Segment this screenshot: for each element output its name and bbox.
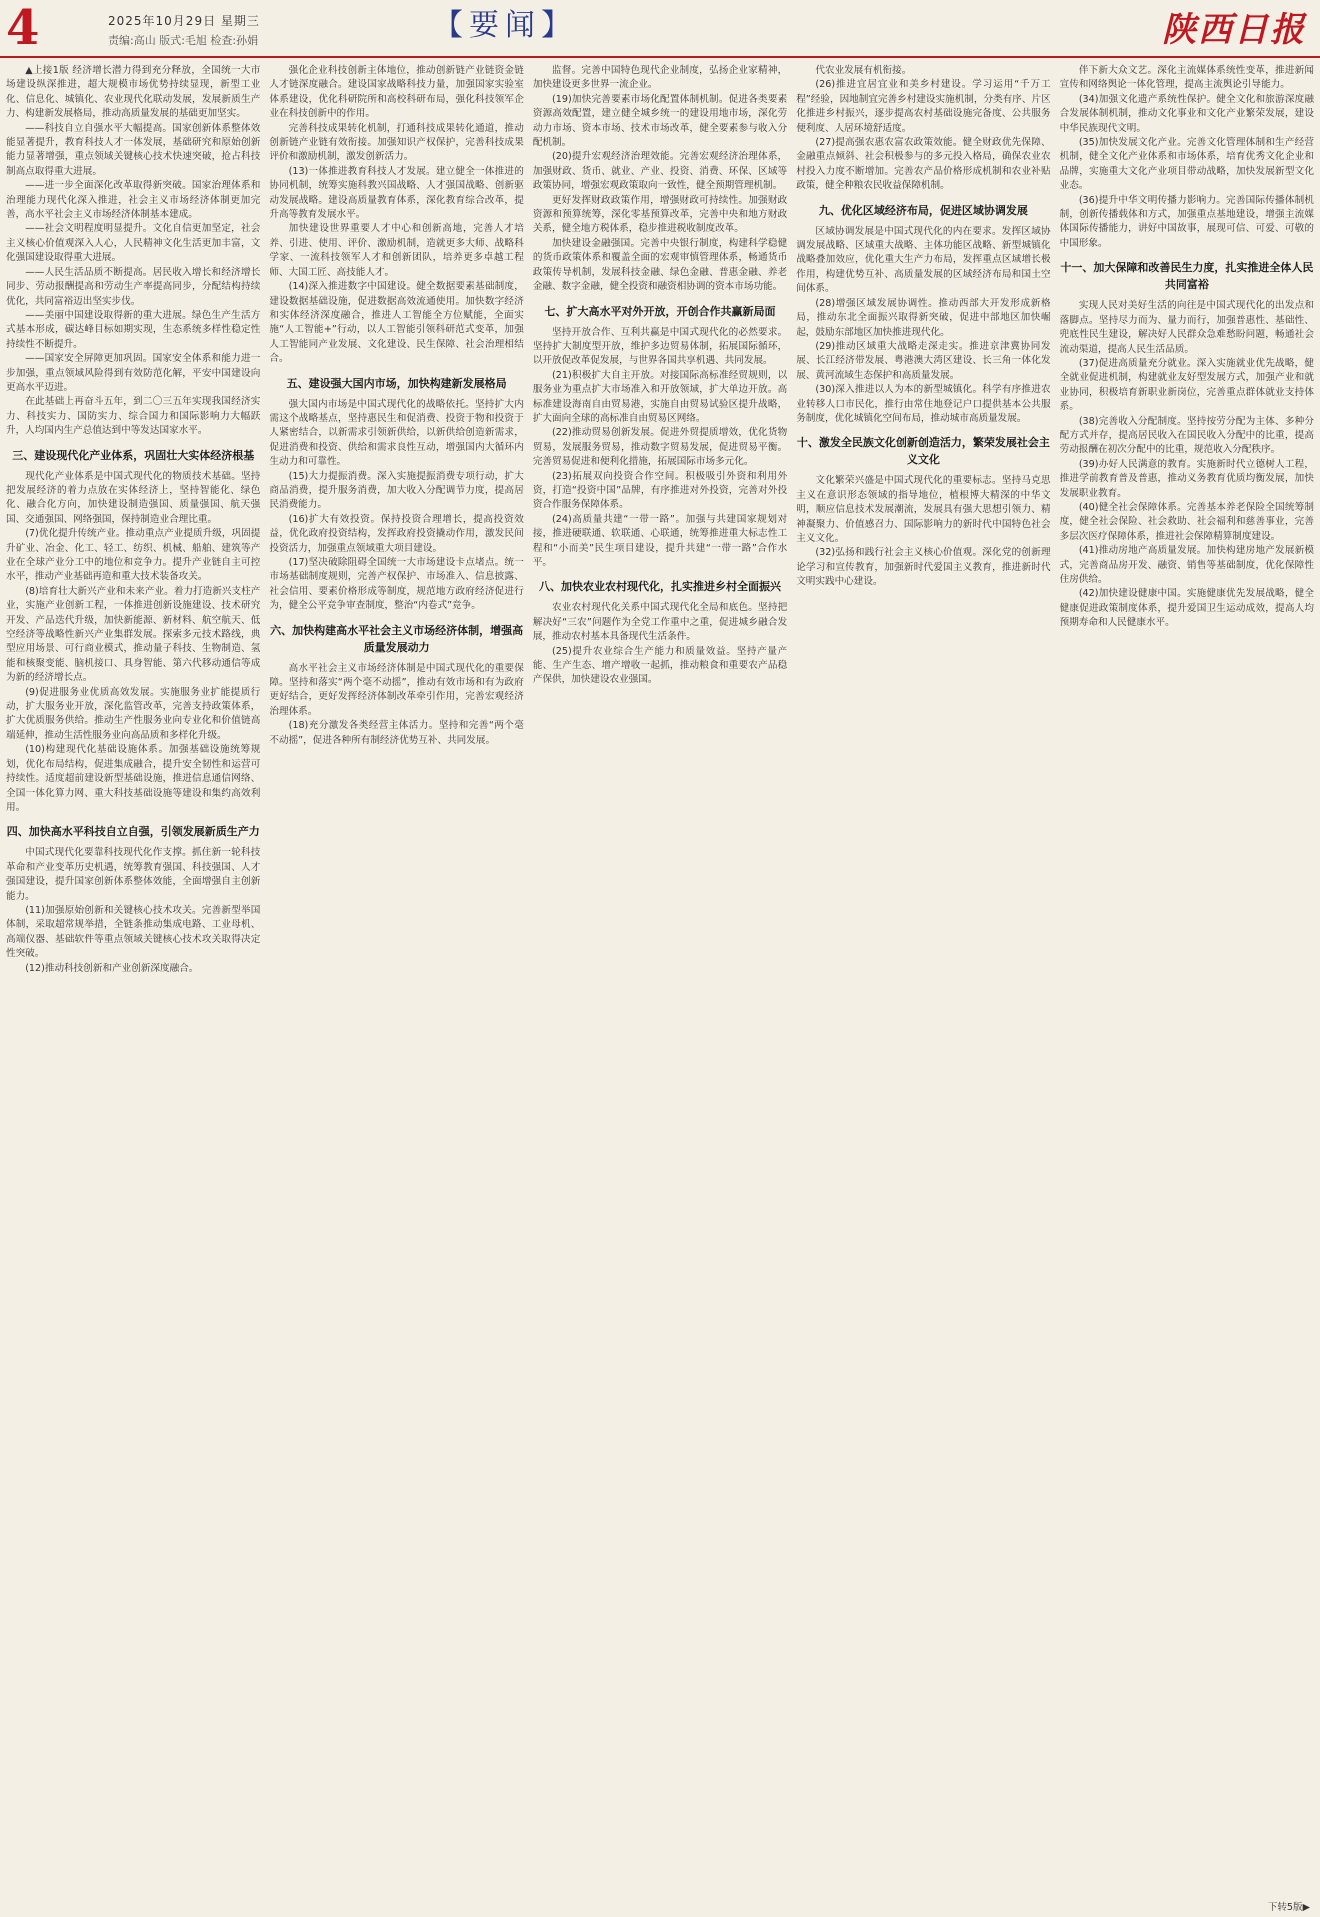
body-paragraph: 现代化产业体系是中国式现代化的物质技术基础。坚持把发展经济的着力点放在实体经济上，坚持智能化、绿色化、融合化方向，加快建设制造强国、质量强国、航天强国、交通强国、网络强国，保持制造业合理比重。 bbox=[6, 470, 261, 525]
body-paragraph: (24)高质量共建“一带一路”。加强与共建国家规划对接，推进硬联通、软联通、心联通，统筹推进重大标志性工程和“小而美”民生项目建设，提升共建“一带一路”合作水平。 bbox=[532, 513, 788, 568]
body-paragraph: ▲上接1版 经济增长潜力得到充分释放，全国统一大市场建设纵深推进，超大规模市场优势持续显现，新型工业化、信息化、城镇化、农业现代化联动发展，发展新质生产力、构建新发展格局，推动高质量发展的基础更加坚实。 bbox=[6, 65, 261, 120]
body-paragraph: ——科技自立自强水平大幅提高。国家创新体系整体效能显著提升，教育科技人才一体发展，基础研究和原始创新能力显著增强，重点领域关键核心技术快速突破，抢占科技制高点取得重大进展。 bbox=[6, 122, 261, 177]
body-paragraph: 伴下新大众文艺。深化主流媒体系统性变革，推进新闻宣传和网络舆论一体化管理，提高主流舆论引导能力。 bbox=[1059, 65, 1315, 91]
body-paragraph: (20)提升宏观经济治理效能。完善宏观经济治理体系，加强财政、货币、就业、产业、投资、消费、环保、区域等政策协同，增强宏观政策取向一致性，健全预期管理机制。 bbox=[532, 151, 788, 192]
column-4 bbox=[796, 64, 1050, 1912]
body-paragraph: 监督。完善中国特色现代企业制度，弘扬企业家精神，加快建设更多世界一流企业。 bbox=[532, 65, 788, 91]
body-paragraph: (35)加快发展文化产业。完善文化管理体制和生产经营机制，健全文化产业体系和市场体系，培育优秀文化企业和品牌，实施重大文化产业项目带动战略，加快发展新型文化业态。 bbox=[1059, 137, 1315, 192]
column-1 bbox=[6, 64, 260, 1912]
body-paragraph: 高水平社会主义市场经济体制是中国式现代化的重要保障。坚持和落实“两个毫不动摇”，推动有效市场和有为政府更好结合，更好发挥经济体制改革牵引作用，完善宏观经济治理体系。 bbox=[269, 662, 524, 717]
body-paragraph: 更好发挥财政政策作用，增强财政可持续性。加强财政资源和预算统筹，深化零基预算改革，完善中央和地方财政关系，健全地方税体系，稳步推进税收制度改革。 bbox=[532, 194, 788, 235]
body-paragraph: (21)积极扩大自主开放。对接国际高标准经贸规则，以服务业为重点扩大市场准入和开放领域，扩大单边开放。高标准建设海南自由贸易港，实施自由贸易试验区提升战略，扩大面向全球的高标准自由贸易区网络。 bbox=[532, 369, 788, 424]
body-paragraph: (37)促进高质量充分就业。深入实施就业优先战略，健全就业促进机制，构建就业友好型发展方式，加强产业和就业协同，积极培育新职业新岗位，完善重点群体就业支持体系。 bbox=[1059, 357, 1315, 413]
issue-date: 2025年10月29日 星期三 bbox=[108, 14, 260, 28]
continued-note: 下转5版▶ bbox=[1267, 1902, 1310, 1913]
body-paragraph: 加快建设金融强国。完善中央银行制度，构建科学稳健的货币政策体系和覆盖全面的宏观审慎管理体系，畅通货币政策传导机制，发展科技金融、绿色金融、普惠金融、养老金融、数字金融，健全投资和融资相协调的资本市场功能。 bbox=[532, 237, 788, 293]
body-paragraph: (15)大力提振消费。深入实施提振消费专项行动，扩大商品消费，提升服务消费，加大收入分配调节力度，提高居民消费能力。 bbox=[269, 470, 524, 511]
body-paragraph: 实现人民对美好生活的向往是中国式现代化的出发点和落脚点。坚持尽力而为、量力而行，加强普惠性、基础性、兜底性民生建设，解决好人民群众急难愁盼问题，畅通社会流动渠道，提高人民生活品质。 bbox=[1059, 300, 1315, 355]
body-paragraph: (40)健全社会保障体系。完善基本养老保险全国统筹制度，健全社会保险、社会救助、社会福利和慈善事业，完善多层次医疗保障体系，推进社会保障精算制度建设。 bbox=[1059, 501, 1315, 542]
body-paragraph: 坚持开放合作、互利共赢是中国式现代化的必然要求。坚持扩大制度型开放，维护多边贸易体制，拓展国际循环，以开放促改革促发展，与世界各国共享机遇、共同发展。 bbox=[532, 326, 788, 367]
body-paragraph: (27)提高强农惠农富农政策效能。健全财政优先保障、金融重点倾斜、社会积极参与的多元投入格局，确保农业农村投入力度不断增加。完善农产品价格形成机制和农业补贴政策，健全种粮农民收益保障机制。 bbox=[796, 137, 1051, 192]
body-paragraph: (18)充分激发各类经营主体活力。坚持和完善“两个毫不动摇”，促进各种所有制经济优势互补、共同发展。 bbox=[269, 720, 524, 746]
section-title: 【要闻】 bbox=[433, 8, 577, 43]
body-paragraph: (32)弘扬和践行社会主义核心价值观。深化党的创新理论学习和宣传教育，加强新时代爱国主义教育，推进新时代文明实践中心建设。 bbox=[796, 547, 1051, 588]
body-paragraph: (16)扩大有效投资。保持投资合理增长，提高投资效益，优化政府投资结构，发挥政府投资撬动作用，激发民间投资活力，加强重点领域重大项目建设。 bbox=[269, 513, 524, 554]
body-paragraph: ——人民生活品质不断提高。居民收入增长和经济增长同步、劳动报酬提高和劳动生产率提高同步，分配结构持续优化，共同富裕迈出坚实步伐。 bbox=[6, 266, 261, 307]
body-paragraph: 文化繁荣兴盛是中国式现代化的重要标志。坚持马克思主义在意识形态领域的指导地位，植根博大精深的中华文明，顺应信息技术发展潮流，发展具有强大思想引领力、精神凝聚力、价值感召力、国际影响力的新时代中国特色社会主义文化。 bbox=[796, 475, 1051, 544]
body-paragraph: 农业农村现代化关系中国式现代化全局和底色。坚持把解决好“三农”问题作为全党工作重中之重，促进城乡融合发展，推动农村基本具备现代生活条件。 bbox=[532, 602, 788, 643]
body-paragraph: 中国式现代化要靠科技现代化作支撑。抓住新一轮科技革命和产业变革历史机遇，统筹教育强国、科技强国、人才强国建设，提升国家创新体系整体效能，全面增强自主创新能力。 bbox=[6, 847, 261, 902]
section-heading: 七、扩大高水平对外开放，开创合作共赢新局面 bbox=[544, 304, 776, 318]
body-paragraph: 强化企业科技创新主体地位，推动创新链产业链资金链人才链深度融合。建设国家战略科技力量，加强国家实验室体系建设，优化科研院所和高校科研布局，强化科技领军企业在科技创新中的作用。 bbox=[269, 65, 524, 120]
body-paragraph: (11)加强原始创新和关键核心技术攻关。完善新型举国体制，采取超常规举措，全链条推动集成电路、工业母机、高端仪器、基础软件等重点领域关键核心技术攻关取得决定性突破。 bbox=[6, 904, 261, 960]
body-paragraph: (29)推动区域重大战略走深走实。推进京津冀协同发展、长江经济带发展、粤港澳大湾区建设、长三角一体化发展、黄河流域生态保护和高质量发展。 bbox=[796, 340, 1051, 381]
body-paragraph: 强大国内市场是中国式现代化的战略依托。坚持扩大内需这个战略基点，坚持惠民生和促消费、投资于物和投资于人紧密结合，以新需求引领新供给，以新供给创造新需求，促进消费和投资、供给和需求良性互动，增强国内大循环内生动力和可靠性。 bbox=[269, 398, 524, 468]
body-paragraph: (34)加强文化遗产系统性保护。健全文化和旅游深度融合发展体制机制，推动文化事业和文化产业繁荣发展，建设中华民族现代文明。 bbox=[1059, 93, 1315, 134]
column-3 bbox=[533, 64, 787, 1912]
body-paragraph: 完善科技成果转化机制，打通科技成果转化通道，推动创新链产业链有效衔接。加强知识产权保护，完善科技成果评价和激励机制，激发创新活力。 bbox=[269, 122, 524, 163]
body-paragraph: 代农业发展有机衔接。 bbox=[815, 65, 912, 76]
body-paragraph: 区域协调发展是中国式现代化的内在要求。发挥区域协调发展战略、区域重大战略、主体功能区战略、新型城镇化战略叠加效应，优化重大生产力布局，发挥重点区域增长极作用，构建优势互补、高质量发展的区域经济布局和国土空间体系。 bbox=[796, 225, 1051, 295]
body-paragraph: (9)促进服务业优质高效发展。实施服务业扩能提质行动，扩大服务业开放，深化监管改革，完善支持政策体系，扩大优质服务供给。推动生产性服务业向专业化和价值链高端延伸，推动生活性服务业向高品质和多样化升级。 bbox=[6, 686, 261, 741]
column-2 bbox=[269, 64, 523, 1912]
editor-credits: 责编:高山 版式:毛旭 检查:孙娟 bbox=[108, 34, 259, 47]
body-paragraph: (38)完善收入分配制度。坚持按劳分配为主体、多种分配方式并存，提高居民收入在国民收入分配中的比重，提高劳动报酬在初次分配中的比重，规范收入分配秩序。 bbox=[1059, 415, 1315, 456]
body-paragraph: (26)推进宜居宜业和美乡村建设。学习运用“千万工程”经验，因地制宜完善乡村建设实施机制，分类有序、片区化推进乡村振兴，逐步提高农村基础设施完备度、公共服务便利度、人居环境舒适度。 bbox=[796, 79, 1051, 134]
body-paragraph: (22)推动贸易创新发展。促进外贸提质增效，优化货物贸易，发展服务贸易，推动数字贸易发展，促进贸易平衡。完善贸易促进和便利化措施，拓展国际市场多元化。 bbox=[532, 427, 788, 468]
body-paragraph: ——社会文明程度明显提升。文化自信更加坚定，社会主义核心价值观深入人心，人民精神文化生活更加丰富，文化强国建设取得重大进展。 bbox=[6, 223, 261, 264]
body-paragraph: (8)培育壮大新兴产业和未来产业。着力打造新兴支柱产业，实施产业创新工程，一体推进创新设施建设、技术研究开发、产品迭代升级，加快新能源、新材料、航空航天、低空经济等战略性新兴产业集群发展。探索多元技术路线，典型应用场景、可行商业模式，推动量子科技、生物制造、氢能和核聚变能、脑机接口、具身智能、第六代移动通信等成为新的经济增长点。 bbox=[6, 585, 261, 684]
section-heading: 三、建设现代化产业体系，巩固壮大实体经济根基 bbox=[12, 448, 255, 462]
body-paragraph: (23)拓展双向投资合作空间。积极吸引外资和利用外资，打造“投资中国”品牌，有序推进对外投资，完善对外投资合作服务保障体系。 bbox=[532, 470, 788, 511]
body-paragraph: (17)坚决破除阻碍全国统一大市场建设卡点堵点。统一市场基础制度规则，完善产权保护、市场准入、信息披露、社会信用、要素价格形成等制度，规范地方政府经济促进行为，健全公平竞争审查制度，整治“内卷式”竞争。 bbox=[269, 557, 524, 612]
body-paragraph: (19)加快完善要素市场化配置体制机制。促进各类要素资源高效配置，建立健全城乡统一的建设用地市场，深化劳动力市场、资本市场、技术市场改革，健全要素参与收入分配机制。 bbox=[532, 93, 788, 149]
body-paragraph: ——进一步全面深化改革取得新突破。国家治理体系和治理能力现代化深入推进，社会主义市场经济体制更加完善，高水平社会主义市场经济体制基本建成。 bbox=[6, 180, 261, 221]
section-heading: 九、优化区域经济布局，促进区域协调发展 bbox=[818, 203, 1028, 217]
body-paragraph: ——美丽中国建设取得新的重大进展。绿色生产生活方式基本形成，碳达峰目标如期实现，生态系统多样性稳定性持续性不断提升。 bbox=[6, 309, 261, 350]
body-paragraph: (30)深入推进以人为本的新型城镇化。科学有序推进农业转移人口市民化，推行由常住地登记户口提供基本公共服务制度，优化城镇化空间布局，推动城市高质量发展。 bbox=[796, 384, 1051, 424]
masthead-rule bbox=[0, 56, 1320, 58]
body-paragraph: (25)提升农业综合生产能力和质量效益。坚持产量产能、生产生态、增产增收一起抓，推动粮食和重要农产品稳产保供，加快建设农业强国。 bbox=[532, 645, 788, 686]
body-paragraph: (12)推动科技创新和产业创新深度融合。 bbox=[25, 962, 199, 974]
masthead bbox=[0, 0, 1320, 62]
body-paragraph: (36)提升中华文明传播力影响力。完善国际传播体制机制，创新传播载体和方式，加强重点基地建设，增强主流媒体国际传播能力，讲好中国故事，展现可信、可爱、可敬的中国形象。 bbox=[1059, 194, 1315, 249]
article-columns bbox=[6, 64, 1314, 1912]
body-paragraph: ——国家安全屏障更加巩固。国家安全体系和能力进一步加强，重点领域风险得到有效防范化解，平安中国建设向更高水平迈进。 bbox=[6, 353, 261, 393]
body-paragraph: (13)一体推进教育科技人才发展。建立健全一体推进的协同机制，统筹实施科教兴国战略、人才强国战略、创新驱动发展战略。建设高质量教育体系，深化教育综合改革，提升高等教育发展水平。 bbox=[269, 165, 524, 221]
section-heading: 十、激发全民族文化创新创造活力，繁荣发展社会主义文化 bbox=[796, 436, 1050, 467]
section-heading: 五、建设强大国内市场，加快构建新发展格局 bbox=[286, 376, 507, 390]
body-paragraph: (7)优化提升传统产业。推动重点产业提质升级，巩固提升矿业、冶金、化工、轻工、纺织、机械、船舶、建筑等产业在全球产业分工中的地位和竞争力。提升产业链自主可控水平，推动产业基础再造和重大技术装备攻关。 bbox=[6, 528, 261, 583]
column-5 bbox=[1060, 64, 1314, 1912]
body-paragraph: (28)增强区域发展协调性。推动西部大开发形成新格局，推动东北全面振兴取得新突破，促进中部地区加快崛起，鼓励东部地区加快推进现代化。 bbox=[796, 297, 1051, 338]
body-paragraph: 加快建设世界重要人才中心和创新高地，完善人才培养、引进、使用、评价、激励机制，造就更多大师、战略科学家、一流科技领军人才和创新团队，培养更多卓越工程师、大国工匠、高技能人才。 bbox=[269, 223, 524, 278]
body-paragraph: (10)构建现代化基础设施体系。加强基础设施统筹规划，优化布局结构，促进集成融合，提升安全韧性和运营可持续性。适度超前建设新型基础设施，推进信息通信网络、全国一体化算力网、重大科技基础设施等建设和集约高效利用。 bbox=[6, 744, 261, 813]
page-number: 4 bbox=[6, 0, 40, 56]
section-heading: 十一、加大保障和改善民生力度，扎实推进全体人民共同富裕 bbox=[1060, 261, 1314, 292]
section-heading: 八、加快农业农村现代化，扎实推进乡村全面振兴 bbox=[539, 580, 782, 594]
body-paragraph: (42)加快建设健康中国。实施健康优先发展战略，健全健康促进政策制度体系，提升爱国卫生运动成效，提高人均预期寿命和人民健康水平。 bbox=[1059, 588, 1315, 629]
body-paragraph: (39)办好人民满意的教育。实施新时代立德树人工程，推进学前教育普及普惠，推动义务教育优质均衡发展，加快发展职业教育。 bbox=[1059, 458, 1315, 499]
body-paragraph: (41)推动房地产高质量发展。加快构建房地产发展新模式，完善商品房开发、融资、销售等基础制度，优化保障性住房供给。 bbox=[1059, 545, 1315, 585]
newspaper-logo: 陕西日报 bbox=[1162, 10, 1306, 50]
section-heading: 六、加快构建高水平社会主义市场经济体制，增强高质量发展动力 bbox=[270, 623, 524, 654]
body-paragraph: (14)深入推进数字中国建设。健全数据要素基础制度，建设数据基础设施，促进数据高效流通使用。加快数字经济和实体经济深度融合，推进人工智能全方位赋能，全面实施“人工智能+”行动，以人工智能引领科研范式变革，加强人工智能同产业发展、文化建设、民生保障、社会治理相结合。 bbox=[269, 281, 524, 365]
section-heading: 四、加快高水平科技自立自强，引领发展新质生产力 bbox=[6, 825, 260, 839]
body-paragraph: 在此基础上再奋斗五年，到二〇三五年实现我国经济实力、科技实力、国防实力、综合国力和国际影响力大幅跃升，人均国内生产总值达到中等发达国家水平。 bbox=[6, 396, 261, 437]
